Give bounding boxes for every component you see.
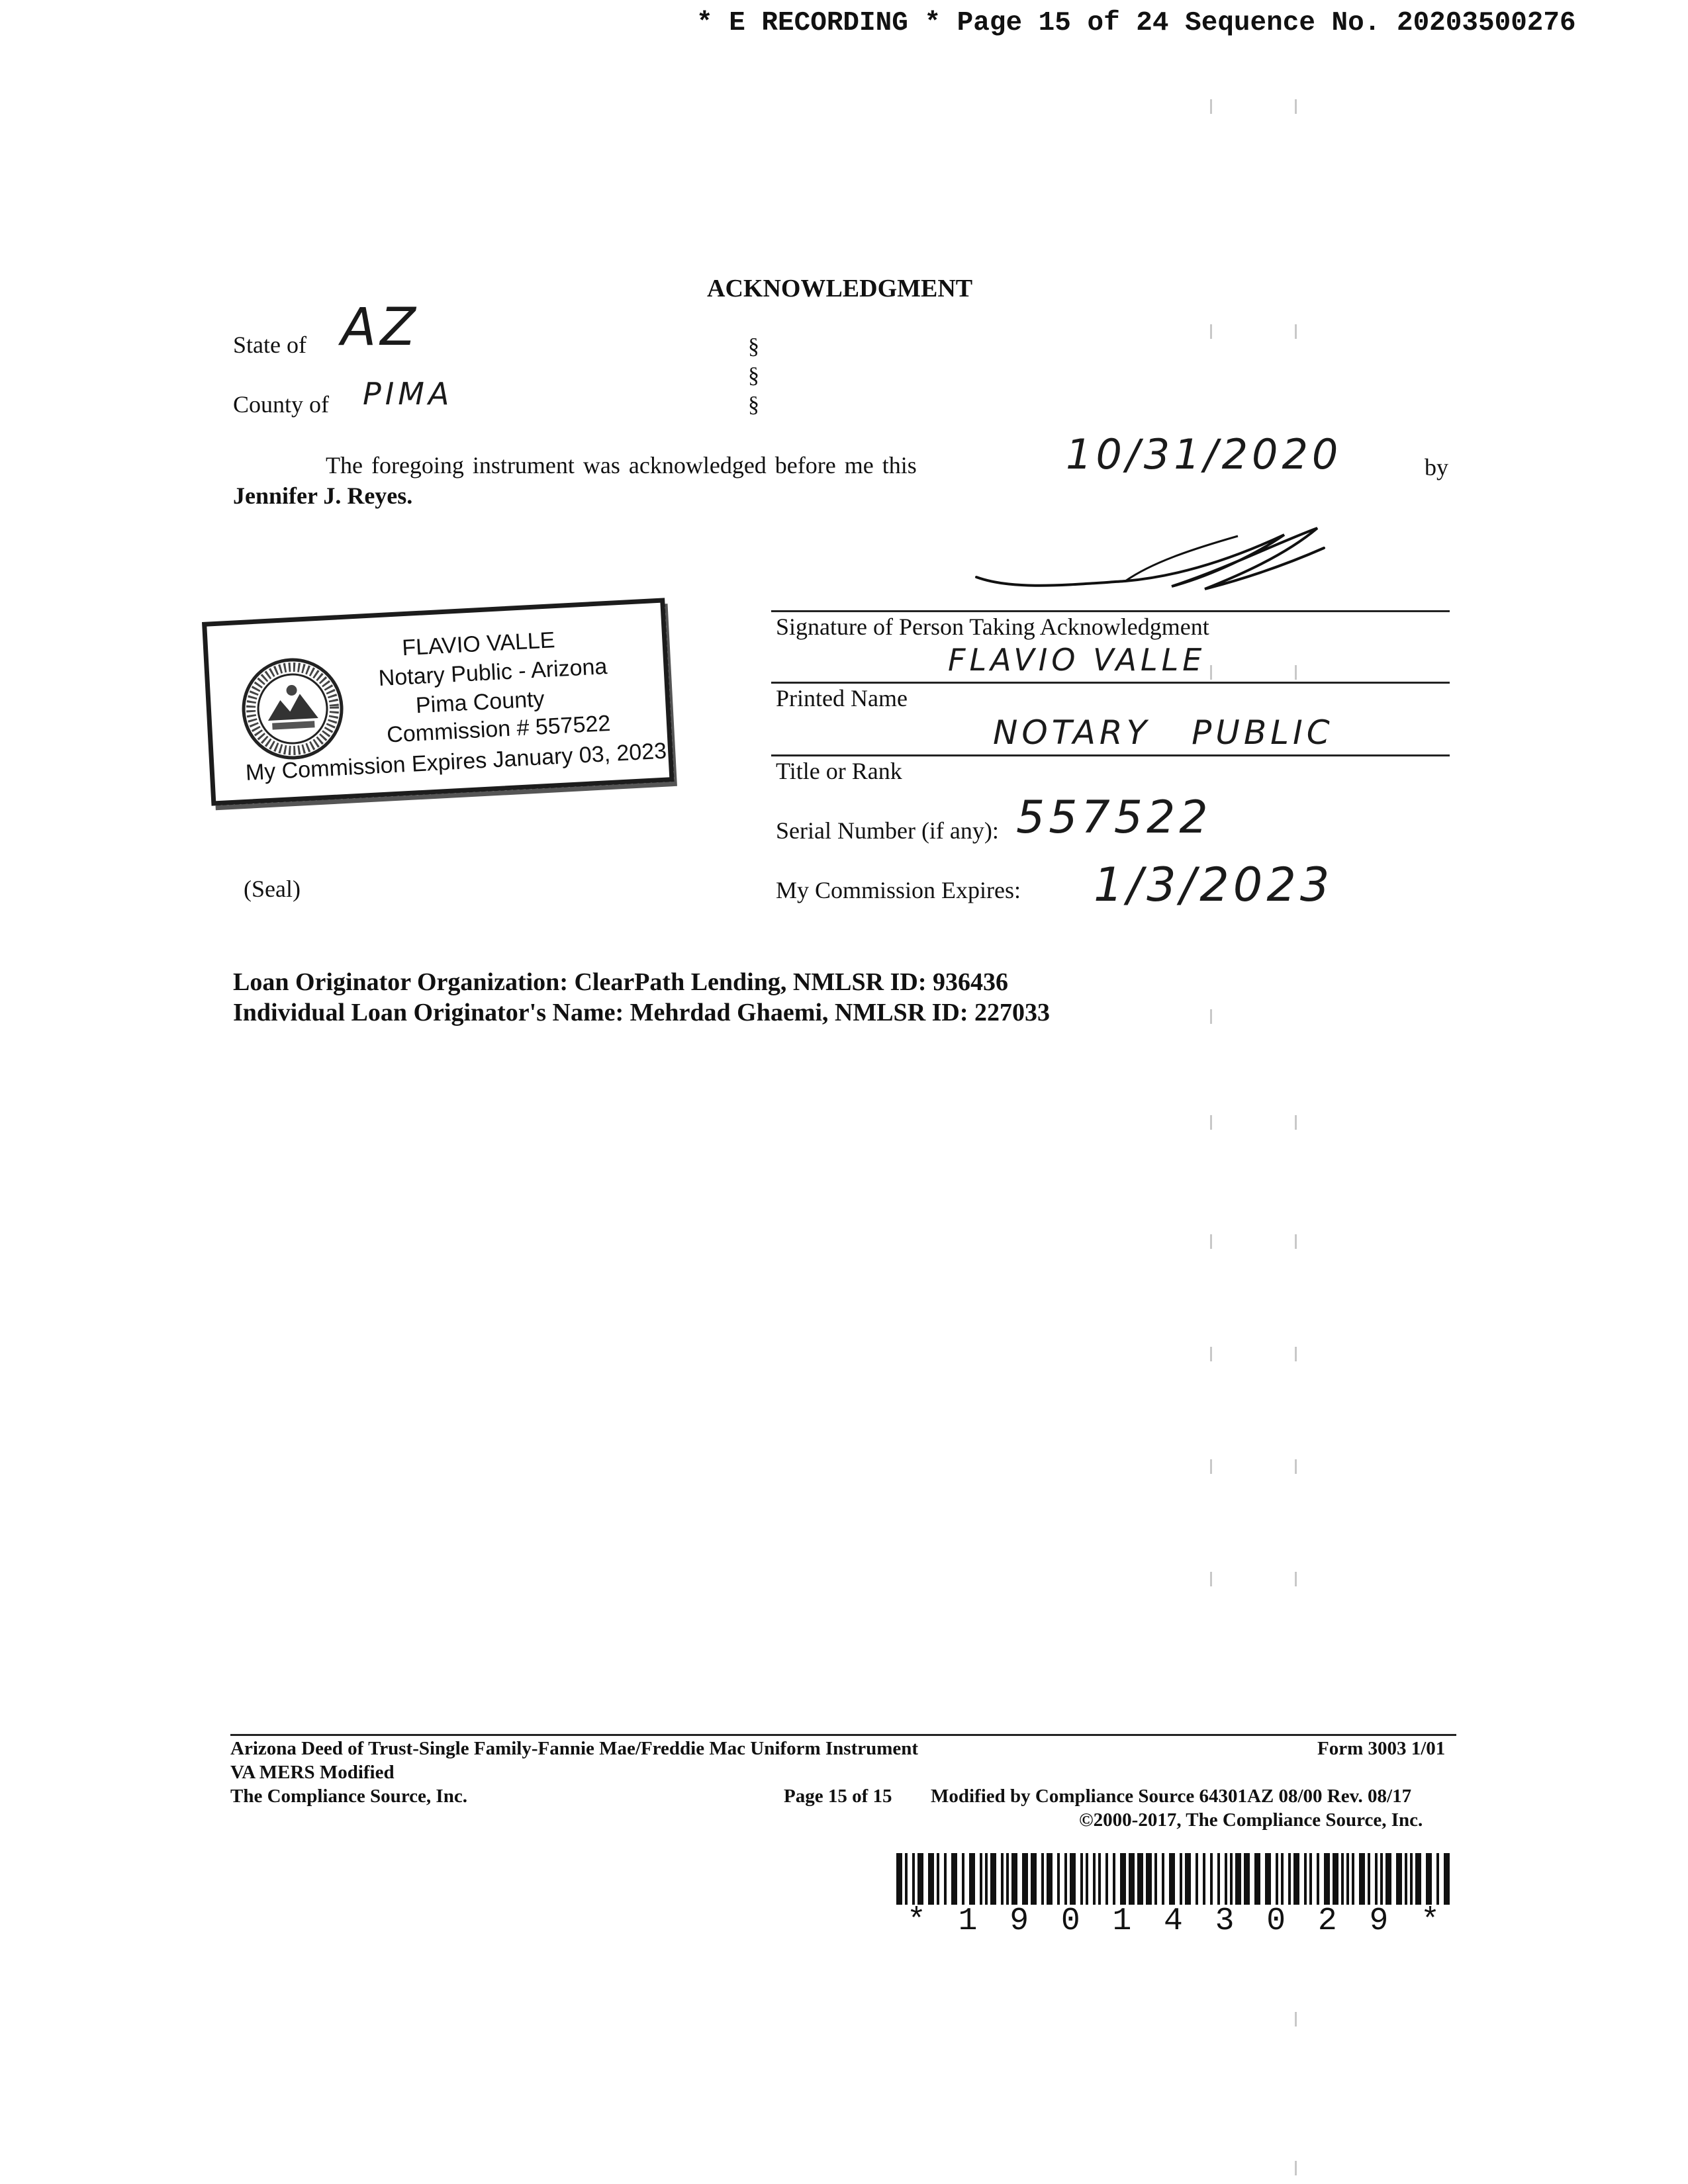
barcode-bar — [1217, 1853, 1220, 1905]
arizona-state-seal-icon — [237, 653, 348, 764]
barcode-bar — [1047, 1853, 1053, 1905]
barcode-bar — [1244, 1853, 1250, 1905]
barcode-bar — [928, 1853, 934, 1905]
footer-page: Page 15 of 15 — [784, 1786, 892, 1807]
barcode-bar — [917, 1853, 923, 1905]
ack-body-text: The foregoing instrument was acknowledged before me this — [326, 452, 917, 478]
footer-company: The Compliance Source, Inc. — [230, 1786, 467, 1807]
barcode-bar — [1011, 1853, 1017, 1905]
state-value: AZ — [341, 298, 420, 357]
serial-label: Serial Number (if any): — [776, 817, 999, 844]
printed-name-label: Printed Name — [776, 685, 908, 711]
barcode-bar — [1265, 1853, 1271, 1905]
barcode-bar — [1137, 1853, 1143, 1905]
barcode-bar — [1146, 1853, 1152, 1905]
barcode-bar — [1444, 1853, 1450, 1905]
signature-line — [771, 610, 1450, 612]
footer-form-number: Form 3003 1/01 — [1317, 1738, 1446, 1759]
footer-form-title: Arizona Deed of Trust-Single Family-Fannie Mae/Freddie Mac Uniform Instrument — [230, 1738, 919, 1759]
title-value: NOTARY PUBLIC — [993, 713, 1334, 752]
barcode-bar — [1309, 1853, 1312, 1905]
footer-subtitle: VA MERS Modified — [230, 1762, 395, 1783]
barcode-bar — [1396, 1853, 1402, 1905]
barcode-bar — [1426, 1853, 1432, 1905]
commission-label: My Commission Expires: — [776, 877, 1021, 903]
barcode-bar — [1359, 1853, 1365, 1905]
barcode-bar — [1169, 1853, 1175, 1905]
footer-rule — [230, 1734, 1456, 1736]
barcode-bar — [1341, 1853, 1344, 1905]
barcode-bar — [1203, 1853, 1205, 1905]
barcode-bar — [1154, 1853, 1157, 1905]
barcode-bar — [1225, 1853, 1227, 1905]
barcode-text: * 1 9 0 1 4 3 0 2 9 * — [907, 1903, 1446, 1939]
barcode-bar — [1196, 1853, 1198, 1905]
barcode-bar — [937, 1853, 939, 1905]
barcode-bar — [1006, 1853, 1009, 1905]
barcode-bar — [1031, 1853, 1037, 1905]
barcode — [896, 1853, 1451, 1905]
stamp-expires: My Commission Expires January 03, 2023 — [245, 738, 667, 786]
barcode-bar — [905, 1853, 908, 1905]
barcode-bar — [1324, 1853, 1330, 1905]
barcode-bar — [1436, 1853, 1439, 1905]
barcode-bar — [1410, 1853, 1413, 1905]
barcode-bar — [1180, 1853, 1182, 1905]
footer-modified: Modified by Compliance Source 64301AZ 08/00 Rev. 08/17 — [931, 1786, 1412, 1807]
barcode-bar — [1129, 1853, 1135, 1905]
stamp-county: Pima County — [415, 686, 545, 719]
barcode-bar — [1288, 1853, 1291, 1905]
section-mark: § — [748, 363, 759, 388]
barcode-bar — [1185, 1853, 1191, 1905]
stamp-title: Notary Public - Arizona — [377, 654, 608, 692]
barcode-bar — [1235, 1853, 1241, 1905]
ack-by: by — [1425, 454, 1448, 480]
stamp-name: FLAVIO VALLE — [401, 627, 556, 661]
ack-date: 10/31/2020 — [1066, 430, 1342, 478]
barcode-bar — [990, 1853, 996, 1905]
barcode-bar — [1162, 1853, 1164, 1905]
notary-stamp — [202, 598, 675, 805]
barcode-bar — [1368, 1853, 1370, 1905]
barcode-bar — [1385, 1853, 1391, 1905]
section-mark: § — [748, 392, 759, 417]
barcode-bar — [1057, 1853, 1060, 1905]
barcode-bar — [1293, 1853, 1299, 1905]
barcode-bar — [1346, 1853, 1349, 1905]
barcode-bar — [1405, 1853, 1407, 1905]
barcode-bar — [896, 1853, 902, 1905]
county-label: County of — [233, 391, 330, 418]
barcode-bar — [1041, 1853, 1044, 1905]
barcode-bar — [1113, 1853, 1115, 1905]
signature-label: Signature of Person Taking Acknowledgment — [776, 614, 1209, 640]
stamp-commission: Commission # 557522 — [386, 710, 612, 748]
barcode-bar — [1001, 1853, 1004, 1905]
barcode-bar — [912, 1853, 915, 1905]
barcode-bar — [1304, 1853, 1307, 1905]
printed-name-value: FLAVIO VALLE — [948, 642, 1206, 678]
barcode-bar — [969, 1853, 975, 1905]
barcode-bar — [962, 1853, 964, 1905]
barcode-bar — [1105, 1853, 1108, 1905]
barcode-bar — [1254, 1853, 1260, 1905]
barcode-bar — [1080, 1853, 1083, 1905]
commission-value: 1/3/2023 — [1094, 858, 1334, 912]
barcode-bar — [1276, 1853, 1278, 1905]
barcode-bar — [1022, 1853, 1028, 1905]
serial-value: 557522 — [1016, 792, 1212, 844]
barcode-bar — [1064, 1853, 1067, 1905]
section-mark: § — [748, 334, 759, 359]
barcode-bar — [1210, 1853, 1213, 1905]
printed-name-line — [771, 682, 1450, 684]
title-label: Title or Rank — [776, 758, 902, 784]
county-value: PIMA — [363, 376, 453, 412]
state-label: State of — [233, 332, 306, 358]
footer-copyright: ©2000-2017, The Compliance Source, Inc. — [1079, 1809, 1423, 1831]
barcode-bar — [1093, 1853, 1096, 1905]
barcode-bar — [1352, 1853, 1354, 1905]
notary-signature — [973, 516, 1331, 609]
barcode-bar — [951, 1853, 957, 1905]
barcode-bar — [1281, 1853, 1284, 1905]
barcode-bar — [1230, 1853, 1233, 1905]
barcode-bar — [1120, 1853, 1126, 1905]
recording-header: * E RECORDING * Page 15 of 24 Sequence No. 20203500276 — [696, 8, 1576, 38]
loan-originator-organization: Loan Originator Organization: ClearPath Lending, NMLSR ID: 936436 — [233, 968, 1008, 996]
barcode-bar — [985, 1853, 988, 1905]
barcode-bar — [1415, 1853, 1421, 1905]
acknowledger-name: Jennifer J. Reyes. — [233, 482, 413, 509]
title-line — [771, 754, 1450, 756]
barcode-bar — [944, 1853, 947, 1905]
barcode-bar — [980, 1853, 982, 1905]
barcode-bar — [1070, 1853, 1076, 1905]
barcode-bar — [1317, 1853, 1319, 1905]
barcode-bar — [1098, 1853, 1101, 1905]
individual-loan-originator: Individual Loan Originator's Name: Mehrdad Ghaemi, NMLSR ID: 227033 — [233, 999, 1051, 1026]
barcode-bar — [1375, 1853, 1378, 1905]
barcode-bar — [1380, 1853, 1383, 1905]
barcode-bar — [1086, 1853, 1088, 1905]
seal-label: (Seal) — [244, 876, 301, 902]
barcode-bars — [896, 1853, 1451, 1905]
section-marks — [748, 332, 759, 420]
barcode-bar — [1333, 1853, 1338, 1905]
acknowledgment-title: ACKNOWLEDGMENT — [707, 275, 973, 302]
